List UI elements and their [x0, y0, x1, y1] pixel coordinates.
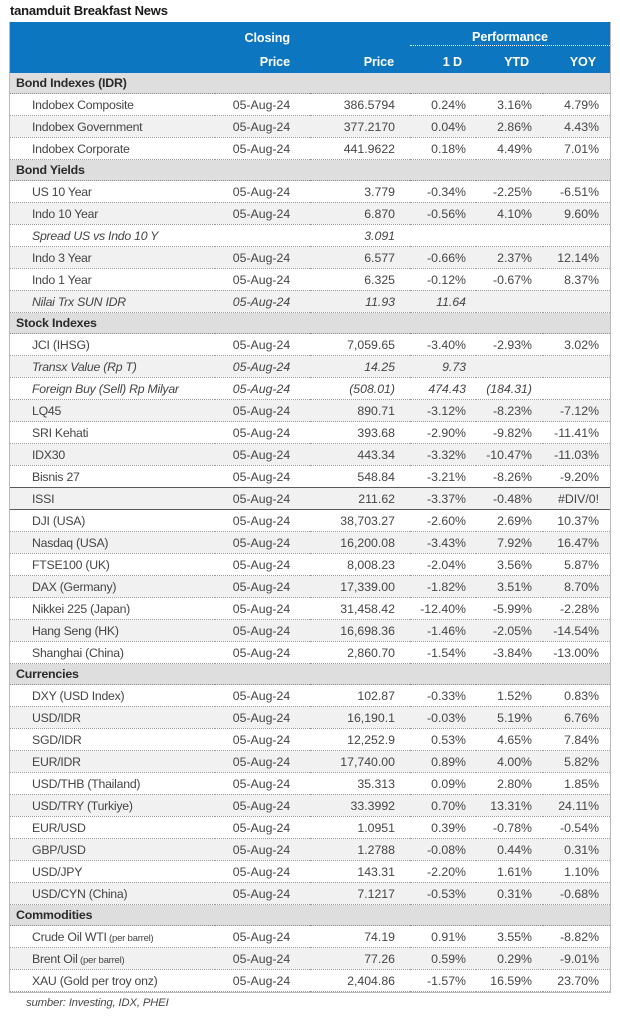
table-row[interactable] — [10, 422, 610, 444]
cell-yoy: 1.10% — [543, 861, 610, 883]
cell-price: 38,703.27 — [310, 510, 410, 532]
cell-date: 05-Aug-24 — [215, 334, 310, 356]
cell-price: 143.31 — [310, 861, 410, 883]
cell-price: 2,404.86 — [310, 970, 410, 992]
cell-ytd: -5.99% — [476, 598, 543, 620]
table-row[interactable] — [10, 817, 610, 839]
cell-label: USD/TRY (Turkiye) — [10, 795, 215, 817]
cell-label-note: (per barrel) — [106, 932, 154, 944]
market-data-table — [10, 22, 610, 992]
cell-ytd: 2.80% — [476, 773, 543, 795]
cell-date: 05-Aug-24 — [215, 554, 310, 576]
cell-ytd: 16.59% — [476, 970, 543, 992]
table-row[interactable] — [10, 269, 610, 291]
cell-d1: -2.60% — [410, 510, 476, 532]
cell-ytd: 4.49% — [476, 138, 543, 160]
cell-label: SRI Kehati — [10, 422, 215, 444]
cell-label: Nasdaq (USA) — [10, 532, 215, 554]
header-performance: Performance — [410, 22, 610, 46]
cell-price: 33.3992 — [310, 795, 410, 817]
cell-yoy: 5.87% — [543, 554, 610, 576]
table-row[interactable] — [10, 291, 610, 313]
cell-date: 05-Aug-24 — [215, 707, 310, 729]
cell-yoy: 3.02% — [543, 334, 610, 356]
cell-price: 6.870 — [310, 203, 410, 225]
cell-price: 31,458.42 — [310, 598, 410, 620]
cell-yoy: -0.68% — [543, 883, 610, 905]
cell-yoy: -14.54% — [543, 620, 610, 642]
cell-ytd — [476, 291, 543, 313]
cell-price: 443.34 — [310, 444, 410, 466]
cell-ytd: 3.55% — [476, 926, 543, 948]
table-row[interactable] — [10, 488, 610, 510]
cell-d1: 0.39% — [410, 817, 476, 839]
cell-d1: -1.54% — [410, 642, 476, 664]
cell-label: Indo 10 Year — [10, 203, 215, 225]
cell-yoy: 24.11% — [543, 795, 610, 817]
cell-d1: -3.32% — [410, 444, 476, 466]
cell-d1: 0.18% — [410, 138, 476, 160]
table-row[interactable] — [10, 532, 610, 554]
cell-ytd: -0.78% — [476, 817, 543, 839]
cell-price: 11.93 — [310, 291, 410, 313]
cell-yoy: -6.51% — [543, 181, 610, 203]
cell-yoy: 8.37% — [543, 269, 610, 291]
cell-price: 14.25 — [310, 356, 410, 378]
cell-price: (508.01) — [310, 378, 410, 400]
cell-d1: -3.40% — [410, 334, 476, 356]
cell-ytd: -8.26% — [476, 466, 543, 488]
cell-date: 05-Aug-24 — [215, 685, 310, 707]
table-row[interactable] — [10, 400, 610, 422]
cell-d1: -0.53% — [410, 883, 476, 905]
cell-yoy: 4.43% — [543, 116, 610, 138]
cell-price: 17,740.00 — [310, 751, 410, 773]
cell-yoy: 4.79% — [543, 94, 610, 116]
page-title: tanamduit Breakfast News — [10, 3, 168, 18]
cell-yoy: 0.83% — [543, 685, 610, 707]
cell-d1: -0.56% — [410, 203, 476, 225]
cell-price: 16,698.36 — [310, 620, 410, 642]
cell-d1: -0.12% — [410, 269, 476, 291]
cell-ytd: -8.23% — [476, 400, 543, 422]
section-title: Stock Indexes — [10, 313, 610, 334]
cell-label: DXY (USD Index) — [10, 685, 215, 707]
cell-label: FTSE100 (UK) — [10, 554, 215, 576]
cell-price: 12,252.9 — [310, 729, 410, 751]
table-row[interactable] — [10, 948, 610, 970]
cell-date: 05-Aug-24 — [215, 861, 310, 883]
cell-label: Hang Seng (HK) — [10, 620, 215, 642]
section-header-row — [10, 313, 610, 334]
cell-label: USD/THB (Thailand) — [10, 773, 215, 795]
cell-yoy — [543, 356, 610, 378]
table-row[interactable] — [10, 795, 610, 817]
cell-d1: -3.37% — [410, 488, 476, 510]
cell-ytd: 0.29% — [476, 948, 543, 970]
cell-price: 386.5794 — [310, 94, 410, 116]
cell-d1: 0.24% — [410, 94, 476, 116]
cell-d1: -0.66% — [410, 247, 476, 269]
cell-label: Nikkei 225 (Japan) — [10, 598, 215, 620]
cell-price: 890.71 — [310, 400, 410, 422]
cell-yoy: 10.37% — [543, 510, 610, 532]
cell-d1: -12.40% — [410, 598, 476, 620]
cell-date: 05-Aug-24 — [215, 203, 310, 225]
cell-price: 393.68 — [310, 422, 410, 444]
cell-yoy: 0.31% — [543, 839, 610, 861]
cell-ytd: 3.51% — [476, 576, 543, 598]
cell-label: DAX (Germany) — [10, 576, 215, 598]
table-row[interactable] — [10, 247, 610, 269]
cell-label: GBP/USD — [10, 839, 215, 861]
table-body — [10, 73, 610, 992]
cell-label: IDX30 — [10, 444, 215, 466]
cell-date: 05-Aug-24 — [215, 94, 310, 116]
cell-label: USD/JPY — [10, 861, 215, 883]
cell-label: Nilai Trx SUN IDR — [10, 291, 215, 313]
section-header-row — [10, 905, 610, 926]
cell-date: 05-Aug-24 — [215, 948, 310, 970]
cell-date: 05-Aug-24 — [215, 138, 310, 160]
cell-yoy: -7.12% — [543, 400, 610, 422]
cell-ytd — [476, 225, 543, 247]
cell-d1: -2.90% — [410, 422, 476, 444]
cell-date: 05-Aug-24 — [215, 444, 310, 466]
cell-ytd: -3.84% — [476, 642, 543, 664]
cell-label: USD/IDR — [10, 707, 215, 729]
cell-ytd: 5.19% — [476, 707, 543, 729]
cell-date: 05-Aug-24 — [215, 400, 310, 422]
table-row[interactable] — [10, 620, 610, 642]
cell-date: 05-Aug-24 — [215, 883, 310, 905]
cell-yoy: -11.41% — [543, 422, 610, 444]
cell-price: 74.19 — [310, 926, 410, 948]
cell-d1: 11.64 — [410, 291, 476, 313]
cell-ytd: 13.31% — [476, 795, 543, 817]
cell-label: EUR/USD — [10, 817, 215, 839]
cell-ytd: 1.61% — [476, 861, 543, 883]
cell-date — [215, 225, 310, 247]
cell-price: 77.26 — [310, 948, 410, 970]
cell-date: 05-Aug-24 — [215, 532, 310, 554]
cell-label: JCI (IHSG) — [10, 334, 215, 356]
cell-price: 3.779 — [310, 181, 410, 203]
header-1d: 1 D — [410, 46, 476, 74]
cell-price: 377.2170 — [310, 116, 410, 138]
cell-yoy: -0.54% — [543, 817, 610, 839]
cell-d1: -3.12% — [410, 400, 476, 422]
cell-date: 05-Aug-24 — [215, 839, 310, 861]
cell-ytd: -9.82% — [476, 422, 543, 444]
cell-d1: 0.04% — [410, 116, 476, 138]
cell-ytd: 2.69% — [476, 510, 543, 532]
cell-price: 7,059.65 — [310, 334, 410, 356]
cell-label: Brent Oil (per barrel) — [10, 948, 215, 970]
table-row[interactable] — [10, 181, 610, 203]
cell-ytd: 0.44% — [476, 839, 543, 861]
cell-label: US 10 Year — [10, 181, 215, 203]
cell-d1: -3.21% — [410, 466, 476, 488]
table-row[interactable] — [10, 466, 610, 488]
header-price: Price — [310, 46, 410, 74]
cell-ytd: 2.86% — [476, 116, 543, 138]
cell-yoy: -9.20% — [543, 466, 610, 488]
cell-ytd: 7.92% — [476, 532, 543, 554]
table-row[interactable] — [10, 729, 610, 751]
cell-yoy: 9.60% — [543, 203, 610, 225]
cell-ytd: 1.52% — [476, 685, 543, 707]
cell-date: 05-Aug-24 — [215, 598, 310, 620]
cell-price: 8,008.23 — [310, 554, 410, 576]
table-row[interactable] — [10, 707, 610, 729]
cell-yoy: 5.82% — [543, 751, 610, 773]
section-title: Bond Indexes (IDR) — [10, 73, 610, 94]
table-row[interactable] — [10, 334, 610, 356]
cell-date: 05-Aug-24 — [215, 576, 310, 598]
cell-yoy — [543, 378, 610, 400]
section-title: Bond Yields — [10, 160, 610, 181]
cell-ytd: 3.56% — [476, 554, 543, 576]
cell-d1: 0.59% — [410, 948, 476, 970]
cell-ytd: -2.05% — [476, 620, 543, 642]
header-spacer — [310, 22, 410, 46]
cell-label: Indo 3 Year — [10, 247, 215, 269]
cell-date: 05-Aug-24 — [215, 970, 310, 992]
table-row[interactable] — [10, 203, 610, 225]
table-row[interactable] — [10, 444, 610, 466]
cell-ytd: 3.16% — [476, 94, 543, 116]
cell-d1: 9.73 — [410, 356, 476, 378]
cell-yoy: 6.76% — [543, 707, 610, 729]
section-header-row — [10, 664, 610, 685]
cell-label: Transx Value (Rp T) — [10, 356, 215, 378]
table-row[interactable] — [10, 970, 610, 992]
cell-d1: -0.03% — [410, 707, 476, 729]
cell-label: Indo 1 Year — [10, 269, 215, 291]
cell-yoy: 12.14% — [543, 247, 610, 269]
cell-ytd: 4.00% — [476, 751, 543, 773]
cell-d1 — [410, 225, 476, 247]
cell-d1: -0.08% — [410, 839, 476, 861]
cell-ytd: -0.67% — [476, 269, 543, 291]
cell-date: 05-Aug-24 — [215, 466, 310, 488]
table-row[interactable] — [10, 861, 610, 883]
cell-label: Shanghai (China) — [10, 642, 215, 664]
cell-ytd: -0.48% — [476, 488, 543, 510]
table-row[interactable] — [10, 839, 610, 861]
cell-date: 05-Aug-24 — [215, 773, 310, 795]
cell-d1: -0.33% — [410, 685, 476, 707]
table-row[interactable] — [10, 94, 610, 116]
cell-d1: 474.43 — [410, 378, 476, 400]
cell-yoy — [543, 225, 610, 247]
cell-label: DJI (USA) — [10, 510, 215, 532]
cell-label: Indobex Composite — [10, 94, 215, 116]
cell-date: 05-Aug-24 — [215, 181, 310, 203]
cell-price: 17,339.00 — [310, 576, 410, 598]
cell-yoy: 7.84% — [543, 729, 610, 751]
cell-label: ISSI — [10, 488, 215, 510]
cell-yoy: 23.70% — [543, 970, 610, 992]
cell-label: USD/CYN (China) — [10, 883, 215, 905]
cell-ytd: -10.47% — [476, 444, 543, 466]
cell-yoy: -13.00% — [543, 642, 610, 664]
table-row[interactable] — [10, 685, 610, 707]
cell-ytd: 0.31% — [476, 883, 543, 905]
cell-date: 05-Aug-24 — [215, 926, 310, 948]
cell-label: Foreign Buy (Sell) Rp Milyar — [10, 378, 215, 400]
table-row[interactable] — [10, 378, 610, 400]
table-header — [10, 22, 610, 73]
cell-yoy: #DIV/0! — [543, 488, 610, 510]
cell-label: Indobex Corporate — [10, 138, 215, 160]
cell-label-note: (per barrel) — [77, 954, 125, 966]
cell-d1: 0.09% — [410, 773, 476, 795]
cell-ytd: 4.65% — [476, 729, 543, 751]
financial-summary-table — [9, 22, 611, 993]
cell-yoy: 1.85% — [543, 773, 610, 795]
table-row[interactable] — [10, 926, 610, 948]
cell-price: 6.325 — [310, 269, 410, 291]
cell-price: 102.87 — [310, 685, 410, 707]
table-row[interactable] — [10, 751, 610, 773]
cell-price: 441.9622 — [310, 138, 410, 160]
cell-label: Crude Oil WTI (per barrel) — [10, 926, 215, 948]
cell-date: 05-Aug-24 — [215, 378, 310, 400]
cell-label: EUR/IDR — [10, 751, 215, 773]
cell-price: 2,860.70 — [310, 642, 410, 664]
cell-date: 05-Aug-24 — [215, 795, 310, 817]
cell-price: 6.577 — [310, 247, 410, 269]
section-header-row — [10, 160, 610, 181]
cell-d1: 0.53% — [410, 729, 476, 751]
header-label-blank — [10, 46, 215, 74]
cell-label: Indobex Government — [10, 116, 215, 138]
table-row[interactable] — [10, 773, 610, 795]
cell-ytd: -2.25% — [476, 181, 543, 203]
cell-date: 05-Aug-24 — [215, 247, 310, 269]
section-header-row — [10, 73, 610, 94]
cell-yoy: 16.47% — [543, 532, 610, 554]
cell-d1: 0.91% — [410, 926, 476, 948]
table-row[interactable] — [10, 576, 610, 598]
cell-ytd — [476, 356, 543, 378]
cell-d1: -1.82% — [410, 576, 476, 598]
cell-d1: 0.89% — [410, 751, 476, 773]
header-ytd: YTD — [476, 46, 543, 74]
header-price-date: Price — [215, 46, 310, 74]
cell-d1: 0.70% — [410, 795, 476, 817]
cell-d1: -2.04% — [410, 554, 476, 576]
cell-price: 16,200.08 — [310, 532, 410, 554]
table-row[interactable] — [10, 554, 610, 576]
cell-price: 3.091 — [310, 225, 410, 247]
table-row[interactable] — [10, 598, 610, 620]
cell-label: LQ45 — [10, 400, 215, 422]
cell-label: XAU (Gold per troy onz) — [10, 970, 215, 992]
cell-d1: -0.34% — [410, 181, 476, 203]
cell-date: 05-Aug-24 — [215, 422, 310, 444]
cell-price: 7.1217 — [310, 883, 410, 905]
cell-date: 05-Aug-24 — [215, 729, 310, 751]
cell-yoy: -2.28% — [543, 598, 610, 620]
cell-price: 211.62 — [310, 488, 410, 510]
header-closing: Closing — [215, 22, 310, 46]
cell-yoy — [543, 291, 610, 313]
cell-date: 05-Aug-24 — [215, 116, 310, 138]
cell-d1: -1.57% — [410, 970, 476, 992]
cell-ytd: 2.37% — [476, 247, 543, 269]
table-row[interactable] — [10, 356, 610, 378]
table-row[interactable] — [10, 510, 610, 532]
cell-yoy: -9.01% — [543, 948, 610, 970]
cell-yoy: 7.01% — [543, 138, 610, 160]
cell-d1: -2.20% — [410, 861, 476, 883]
cell-d1: -3.43% — [410, 532, 476, 554]
cell-label: Spread US vs Indo 10 Y — [10, 225, 215, 247]
cell-ytd: -2.93% — [476, 334, 543, 356]
cell-date: 05-Aug-24 — [215, 620, 310, 642]
cell-date: 05-Aug-24 — [215, 817, 310, 839]
cell-label: SGD/IDR — [10, 729, 215, 751]
cell-yoy: 8.70% — [543, 576, 610, 598]
table-row[interactable] — [10, 642, 610, 664]
cell-date: 05-Aug-24 — [215, 751, 310, 773]
header-corner-blank — [10, 22, 215, 46]
cell-price: 548.84 — [310, 466, 410, 488]
section-title: Currencies — [10, 664, 610, 685]
cell-date: 05-Aug-24 — [215, 510, 310, 532]
cell-price: 1.2788 — [310, 839, 410, 861]
cell-date: 05-Aug-24 — [215, 356, 310, 378]
table-row[interactable] — [10, 138, 610, 160]
cell-date: 05-Aug-24 — [215, 642, 310, 664]
cell-date: 05-Aug-24 — [215, 269, 310, 291]
table-row[interactable] — [10, 225, 610, 247]
section-title: Commodities — [10, 905, 610, 926]
cell-yoy: -11.03% — [543, 444, 610, 466]
cell-price: 35.313 — [310, 773, 410, 795]
cell-price: 16,190.1 — [310, 707, 410, 729]
cell-label: Bisnis 27 — [10, 466, 215, 488]
cell-d1: -1.46% — [410, 620, 476, 642]
table-row[interactable] — [10, 116, 610, 138]
header-yoy: YOY — [543, 46, 610, 74]
cell-date: 05-Aug-24 — [215, 291, 310, 313]
cell-ytd: 4.10% — [476, 203, 543, 225]
cell-yoy: -8.82% — [543, 926, 610, 948]
table-row[interactable] — [10, 883, 610, 905]
cell-ytd: (184.31) — [476, 378, 543, 400]
cell-price: 1.0951 — [310, 817, 410, 839]
source-note: sumber: Investing, IDX, PHEI — [26, 997, 169, 1009]
cell-date: 05-Aug-24 — [215, 488, 310, 510]
